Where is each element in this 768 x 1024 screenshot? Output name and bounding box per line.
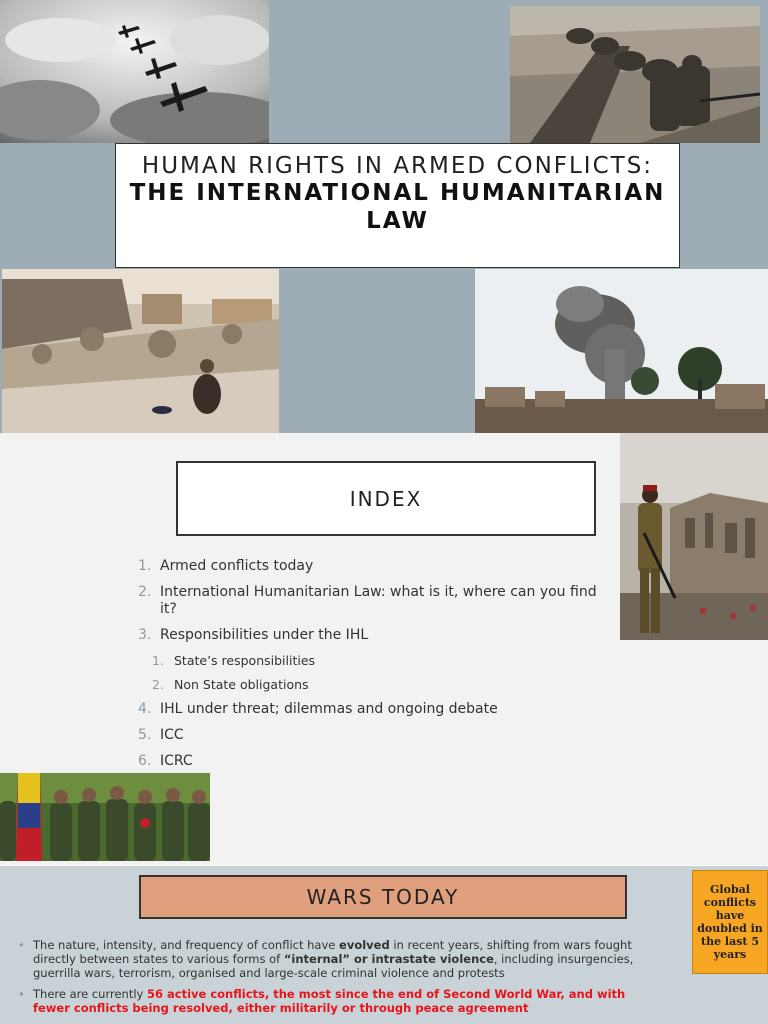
list-number: 5. xyxy=(138,727,152,743)
list-item-label: IHL under threat; dilemmas and ongoing debate xyxy=(160,701,498,717)
explosion-photo xyxy=(475,269,768,433)
wars-title-box xyxy=(139,875,627,919)
list-item xyxy=(138,753,618,770)
bullet-text xyxy=(33,938,658,980)
list-item-label: Non State obligations xyxy=(174,677,309,692)
list-number: 2. xyxy=(138,584,152,600)
list-number: 1. xyxy=(152,653,164,668)
index-title-box xyxy=(176,461,596,536)
list-number: 2. xyxy=(152,677,164,692)
wars-title: WARS TODAY xyxy=(306,885,460,909)
bullet-conflict-nature xyxy=(18,938,658,980)
list-item-label: ICRC xyxy=(160,753,193,769)
rubble-child-photo xyxy=(2,269,279,433)
text-run: There are currently xyxy=(33,987,147,1001)
list-number: 6. xyxy=(138,753,152,769)
bold-run: “internal” or intrastate violence xyxy=(283,952,494,966)
title-slide xyxy=(0,0,768,433)
list-item-label: ICC xyxy=(160,727,184,743)
list-item-label: State’s responsibilities xyxy=(174,653,316,668)
list-number: 1. xyxy=(138,558,152,574)
index-title: INDEX xyxy=(349,486,423,511)
bullet-text xyxy=(33,987,658,1015)
soldier-ruins-photo xyxy=(620,433,768,640)
conflicts-callout: Global conflicts have doubled in the last 5 years xyxy=(692,870,768,974)
title-line-2: THE INTERNATIONAL HUMANITARIAN LAW xyxy=(129,180,666,234)
list-item xyxy=(138,627,618,644)
list-item xyxy=(138,727,618,744)
bullet-dot: • xyxy=(18,987,25,1001)
text-run: , including insurgencies, guerrilla wars, terrorism, organised and large-scale criminal violence and protests xyxy=(33,952,634,980)
bold-run: evolved xyxy=(339,938,390,952)
list-item-label: Responsibilities under the IHL xyxy=(160,627,369,643)
wars-today-slide xyxy=(0,866,768,1024)
index-list xyxy=(138,558,618,779)
list-item xyxy=(138,701,618,718)
list-number: 4. xyxy=(138,701,152,717)
list-item xyxy=(138,558,618,575)
list-item-label: Armed conflicts today xyxy=(160,558,314,574)
list-item xyxy=(138,584,618,618)
index-slide xyxy=(0,433,768,865)
bullet-active-conflicts xyxy=(18,987,658,1015)
text-run: The nature, intensity, and frequency of conflict have xyxy=(33,938,340,952)
list-number: 3. xyxy=(138,627,152,643)
title-box xyxy=(115,143,680,268)
sub-list-item xyxy=(138,677,618,692)
title-line-1: HUMAN RIGHTS IN ARMED CONFLICTS: xyxy=(141,153,654,179)
text-run: in recent years, shifting from wars fought directly between states to various forms of xyxy=(33,938,632,966)
bombers-photo xyxy=(0,0,269,143)
bullet-dot: • xyxy=(18,938,25,952)
sub-list-item xyxy=(138,653,618,668)
list-item-label: International Humanitarian Law: what is it, where can you find it? xyxy=(160,584,597,617)
highlight-run: 56 active conflicts, the most since the end of Second World War, and with fewer conflicts being resolved, either militarily or through peace agreement xyxy=(33,987,626,1015)
trench-soldiers-photo xyxy=(510,6,760,143)
guerrilla-group-photo xyxy=(0,773,210,861)
